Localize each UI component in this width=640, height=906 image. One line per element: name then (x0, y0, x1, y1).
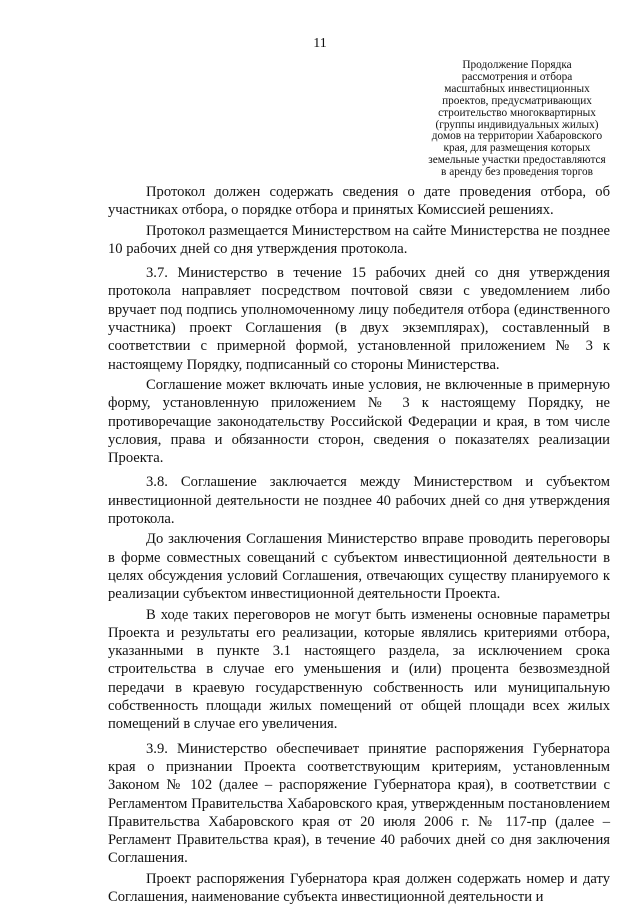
header-note-line: края, для размещения которых (443, 142, 591, 155)
paragraph-negotiations: До заключения Соглашения Министерство вправе проводить переговоры в форме совместных совещаний с субъектом инвестиционной деятельности в целях обсуждения условий Соглашения, отвечающих существу планируемого к реализации субъектом инвестиционной деятельности Проекта. (108, 531, 610, 603)
header-note-line: масштабных инвестиционных (444, 82, 590, 95)
header-note-line: (группы индивидуальных жилых) (435, 118, 599, 131)
header-note-line: строительство многоквартирных (438, 106, 596, 119)
paragraph-protocol-content: Протокол должен содержать сведения о дате проведения отбора, об участниках отбора, о порядке отбора и принятых Комиссией решениях. (108, 184, 610, 219)
paragraph-3-8: 3.8. Соглашение заключается между Министерством и субъектом инвестиционной деятельности не позднее 40 рабочих дней со дня утверждения протокола. (108, 474, 610, 528)
paragraph-3-9: 3.9. Министерство обеспечивает принятие распоряжения Губернатора края о признании Проекта соответствующим критериям, установленным Законом № 102 (далее – распоряжение Губернатора края), в соответствии с Регламентом Правительства Хабаровского края, утвержденным постановлением Правительства Хабаровского края от 20 июля 2006 г. № 117-пр (далее – Регламент Правительства края), в течение 40 рабочих дней со дня заключения Соглашения. (108, 740, 610, 867)
header-note-line: проектов, предусматривающих (442, 94, 592, 107)
page-number: 11 (313, 36, 327, 51)
paragraph-protocol-publication: Протокол размещается Министерством на сайте Министерства не позднее 10 рабочих дней со дня утверждения протокола. (108, 222, 610, 257)
document-body (108, 183, 610, 906)
header-note-line: земельные участки предоставляются (428, 154, 606, 167)
header-note-line: в аренду без проведения торгов (441, 166, 593, 179)
paragraph-3-7: 3.7. Министерство в течение 15 рабочих дней со дня утверждения протокола направляет посредством почтовой связи с уведомлением либо вручает под подпись уполномоченному лицу победителя отбора (единственного участника) проект Соглашения (в двух экземплярах), составленный в соответствии с примерной формой, установленной приложением № 3 к настоящему Порядку, подписанный со стороны Министерства. (108, 265, 610, 373)
header-note-line: домов на территории Хабаровского (431, 130, 603, 143)
header-note-line: Продолжение Порядка (462, 59, 572, 71)
paragraph-negotiation-limits: В ходе таких переговоров не могут быть изменены основные параметры Проекта и результаты его реализации, которые являлись критериями отбора, указанными в пункте 3.1 настоящего раздела, за исключением срока строительства в случае его уменьшения и (или) процента безвозмездной передачи в краевую государственную собственность или муниципальную собственность площади жилых помещений от общей площади всех жилых помещений в случае его увеличения. (108, 606, 610, 733)
header-note-line: рассмотрения и отбора (461, 70, 573, 83)
paragraph-order-draft: Проект распоряжения Губернатора края должен содержать номер и дату Соглашения, наименование субъекта инвестиционной деятельности и (108, 870, 610, 905)
paragraph-agreement-conditions: Соглашение может включать иные условия, не включенные в примерную форму, установленную приложением № 3 к настоящему Порядку, не противоречащие законодательству Российской Федерации и края, в том числе условия, права и обязанности сторон, сведения о показателях реализации Проекта. (108, 376, 610, 467)
header-note (422, 60, 612, 179)
